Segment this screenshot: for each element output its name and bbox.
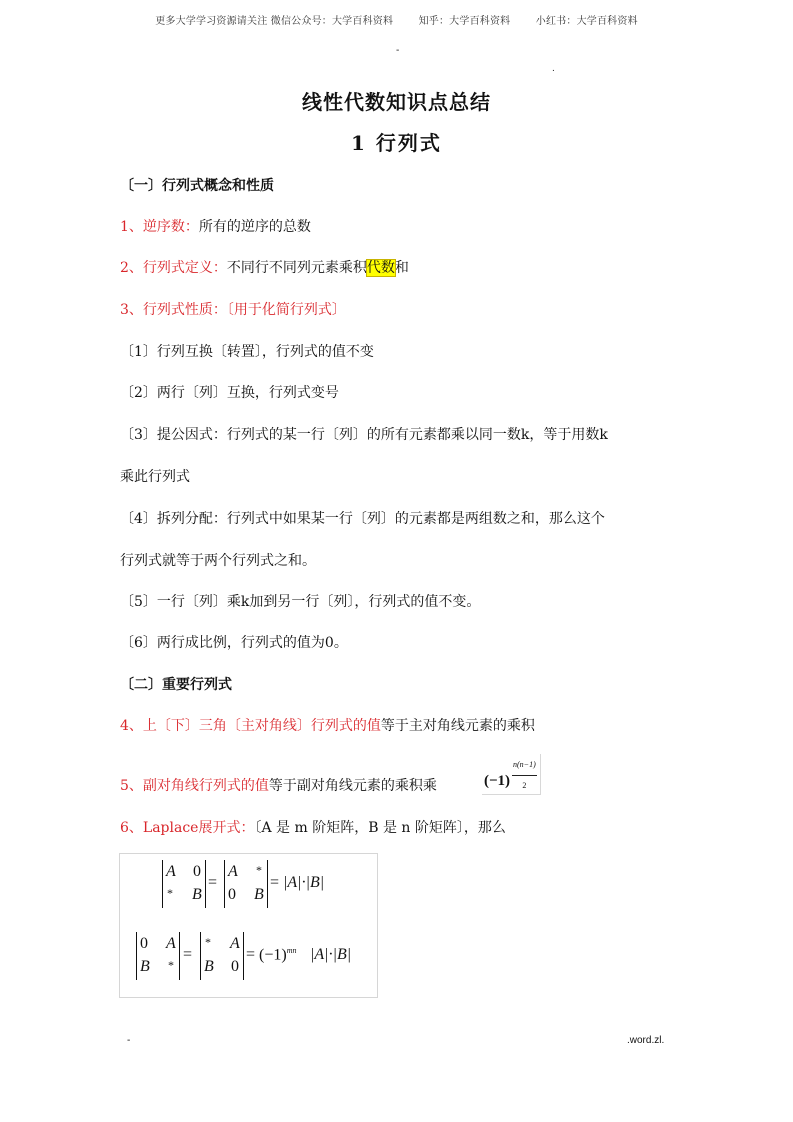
determinant-1: A 0 * B <box>162 860 206 908</box>
item-text-after: 和 <box>394 260 409 276</box>
result-1: |A|·|B| <box>283 874 325 891</box>
item-determinant-properties: 3、行列式性质：〔用于化简行列式〕 <box>120 302 346 318</box>
determinant-4: * A B 0 <box>200 932 244 980</box>
item-anti-diagonal-determinant <box>120 758 536 798</box>
item-text: 〔A 是 m 阶矩阵，B 是 n 阶矩阵〕，那么 <box>254 820 506 836</box>
header-wechat: 更多大学学习资源请关注 微信公众号：大学百科资料 <box>155 16 394 27</box>
formula-base: (−1) <box>484 773 511 789</box>
header-zhihu: 知乎：大学百科资料 <box>418 16 511 27</box>
sign-factor: $(-1)^{mn}$ <box>259 946 297 964</box>
determinant-3: 0 A B * <box>136 932 180 980</box>
property-6: 〔6〕两行成比例，行列式的值为0。 <box>120 635 348 651</box>
item-inversion-number <box>120 217 311 237</box>
property-3-cont: 乘此行列式 <box>120 469 190 485</box>
chapter-title: 1 行列式 <box>351 131 442 155</box>
header-mark-center: - <box>396 45 400 56</box>
property-1: 〔1〕行列互换〔转置〕，行列式的值不变 <box>120 344 374 360</box>
sign-formula-image <box>482 754 541 795</box>
highlighted-text: 代数 <box>366 260 395 276</box>
property-2: 〔2〕两行〔列〕互换，行列式变号 <box>120 385 339 401</box>
page-header <box>0 12 793 27</box>
section-heading-2: 〔二〕重要行列式 <box>120 677 232 693</box>
formula-exp-denominator: 2 <box>522 781 527 790</box>
item-label: 2、行列式定义： <box>120 260 227 276</box>
property-4-cont: 行列式就等于两个行列式之和。 <box>120 553 316 569</box>
item-text: 等于副对角线元素的乘积乘 <box>268 778 437 794</box>
item-label: 5、副对角线行列式的值 <box>120 778 269 794</box>
item-text: 等于主对角线元素的乘积 <box>380 718 535 734</box>
document-title: 线性代数知识点总结 <box>302 90 491 114</box>
laplace-formula-image: A 0 * B = A * 0 B = |A|·|B| 0 A B * = * A B 0 = $(-1)^{mn}$ |A|·|B| <box>119 853 378 998</box>
item-triangular-determinant <box>120 716 535 736</box>
item-laplace-expansion <box>120 818 506 838</box>
result-2: |A|·|B| <box>310 946 352 963</box>
section-heading-1: 〔一〕行列式概念和性质 <box>120 178 274 194</box>
item-text: 不同行不同列元素乘积 <box>226 260 367 276</box>
item-text: 所有的逆序的总数 <box>198 219 311 235</box>
property-3: 〔3〕提公因式：行列式的某一行〔列〕的所有元素都乘以同一数k，等于用数k <box>120 427 608 443</box>
footer-left-mark: - <box>127 1035 131 1046</box>
footer-right-text: .word.zl. <box>627 1035 665 1046</box>
formula-exp-numerator: n(n−1) <box>512 755 537 776</box>
header-xiaohongshu: 小红书：大学百科资料 <box>535 16 638 27</box>
property-5: 〔5〕一行〔列〕乘k加到另一行〔列〕，行列式的值不变。 <box>120 594 481 610</box>
item-label: 6、Laplace展开式： <box>120 820 255 836</box>
header-mark-right: . <box>552 63 555 74</box>
property-4: 〔4〕拆列分配：行列式中如果某一行〔列〕的元素都是两组数之和，那么这个 <box>120 511 605 527</box>
item-determinant-definition <box>120 258 409 278</box>
item-label: 1、逆序数： <box>120 219 199 235</box>
item-label: 4、上〔下〕三角〔主对角线〕行列式的值 <box>120 718 381 734</box>
determinant-2: A * 0 B <box>224 860 268 908</box>
